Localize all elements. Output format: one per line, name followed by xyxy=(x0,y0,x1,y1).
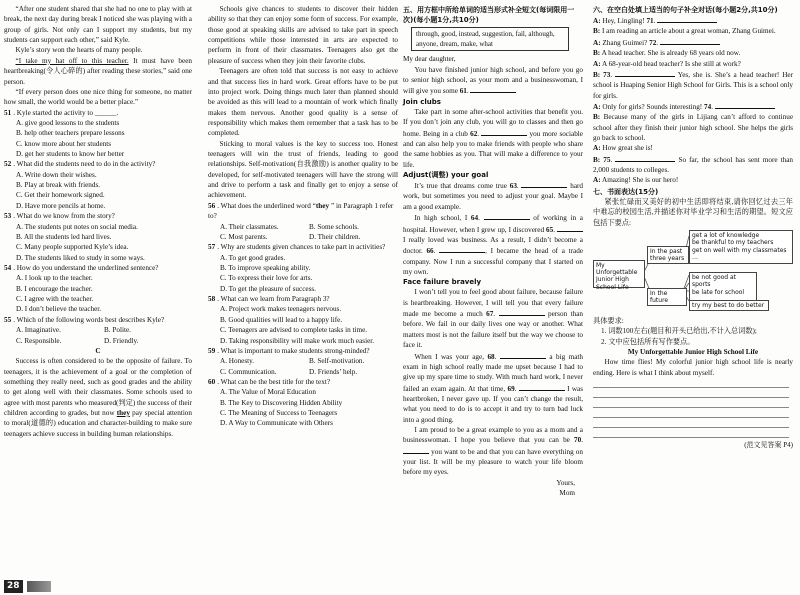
dialogue-line: B: 75. So far, the school has sent more than 2,000 students to colleges. xyxy=(593,155,793,175)
option[interactable]: A. Honesty. xyxy=(220,357,255,366)
writing-line[interactable] xyxy=(593,378,789,388)
requirement: 2. 文中应包括所有写作要点。 xyxy=(601,337,695,346)
section-c-heading: C xyxy=(95,346,101,355)
column-1 xyxy=(4,4,192,439)
answer-blank[interactable] xyxy=(484,212,530,220)
option[interactable]: C. Get their homework signed. xyxy=(16,191,105,200)
paragraph: “I take my hat off to this teacher. It must have been heartbreaking(令人心碎的) after reading these stories,” said one person. xyxy=(4,56,192,86)
option[interactable]: D. I don’t believe the teacher. xyxy=(16,305,102,314)
requirements-label: 具体要求: xyxy=(593,316,624,325)
option[interactable]: B. help other teachers prepare lessons xyxy=(16,129,125,138)
option[interactable]: D. To get the pleasure of success. xyxy=(220,284,316,293)
essay-start: How time flies! My colorful junior high school life is nearly ending. Here is what I think about myself. xyxy=(593,358,793,377)
section-7-heading: 七、书面表达(15分) xyxy=(593,187,659,196)
paragraph: Schools give chances to students to discover their hidden ability so that they can enjoy some form of success. For example, those good at speaking skills are advised to take part in speech competitions while those interested in arts are expected to perform in front of their classmates. Teenagers also get the pleasure of success when they join their favorite clubs. xyxy=(208,5,398,65)
dialogue-line: A: A 68-year-old head teacher? Is she still at work? xyxy=(593,59,741,68)
answer-blank[interactable] xyxy=(557,224,583,232)
option[interactable]: B. Good qualities will lead to a happy life. xyxy=(220,315,343,324)
option[interactable]: B. Some schools. xyxy=(309,222,359,231)
mind-map-point: try my best to do better xyxy=(689,300,769,311)
option[interactable]: C. To express their love for arts. xyxy=(220,274,313,283)
option-row xyxy=(208,222,398,232)
question-57: 57 . Why are students given chances to take part in activities? xyxy=(208,243,386,252)
dialogue-line: B: Because many of the girls in Lijiang can’t afford to continue school after they finish their junior high school. She helps the girls go back to school. xyxy=(593,113,794,143)
dialogue-line: A: Zhang Guimei? 72. xyxy=(593,37,793,48)
dialogue-line: B: 73. Yes, she is. She’s a head teacher! Her school is Huaping Senior High School for Girls. This is a school only for girls. xyxy=(593,70,794,100)
question-56: 56 . What does the underlined word “they ” in Paragraph 1 refer to? xyxy=(208,201,394,221)
answer-blank[interactable] xyxy=(615,154,675,162)
option[interactable]: A. To get good grades. xyxy=(220,253,286,262)
option[interactable]: A. Imaginative. xyxy=(16,326,61,335)
dialogue-line: A: Only for girls? Sounds interesting! 74. xyxy=(593,101,793,112)
answer-blank[interactable] xyxy=(519,383,565,391)
dialogue xyxy=(593,15,793,186)
option[interactable]: C. Communication. xyxy=(220,367,277,376)
paragraph: “If every person does one nice thing for someone, no matter how small, the world would be a better place.” xyxy=(4,87,192,107)
option[interactable]: C. Many people supported Kyle’s idea. xyxy=(16,243,129,252)
essay-title: My Unforgettable Junior High School Life xyxy=(627,348,759,357)
option[interactable]: D. Have more pencils at home. xyxy=(16,201,106,210)
question-54: 54 . How do you understand the underlined sentence? xyxy=(4,263,159,272)
mind-map-points: get a lot of knowledge be thankful to my teachers get on well with my classmates … xyxy=(689,230,793,264)
column-2 xyxy=(208,4,398,429)
option[interactable]: D. Friends’ help. xyxy=(309,367,358,376)
option[interactable]: A. Their classmates. xyxy=(220,222,279,231)
answer-blank[interactable] xyxy=(481,128,527,136)
writing-line[interactable] xyxy=(593,428,789,438)
option[interactable]: D. The students liked to study in some ways. xyxy=(16,253,145,262)
answer-blank[interactable] xyxy=(403,446,429,454)
dialogue-line: A: Amazing! She is our hero! xyxy=(593,176,679,185)
column-3 xyxy=(403,4,583,499)
answer-blank[interactable] xyxy=(660,37,720,45)
option-row xyxy=(208,356,398,366)
option[interactable]: A. give good lessons to the students xyxy=(16,118,120,127)
paragraph: It’s true that dreams come true 63. hard work, but sometimes you need to adjust your goal. Maybe I am a good example. xyxy=(403,182,583,211)
mind-map-branch: In the past three years xyxy=(647,246,689,264)
question-60: 60 . What can be the best title for the text? xyxy=(208,377,331,386)
publisher-logo-icon xyxy=(27,581,51,592)
option-row xyxy=(4,336,192,346)
answer-reference: (范文见答案 P4) xyxy=(744,441,793,450)
answer-blank[interactable] xyxy=(615,69,675,77)
paragraph: I am proud to be a great example to you as a mom and a businesswoman. I hope you believe that you can be 70. you want to be and that you can have everything on your list. It will be my pleasure to watch your life bloom before my eyes. xyxy=(403,426,583,477)
option[interactable]: B. Polite. xyxy=(104,326,131,335)
page-number: 28 xyxy=(4,580,23,593)
option[interactable]: B. To improve speaking ability. xyxy=(220,263,311,272)
paragraph: “After one student shared that she had no one to play with at break, the next day during break I noticed she was playing with a group of girls. Not only can I support my students, but my students can support each other,” said Kyle. xyxy=(4,5,192,45)
writing-line[interactable] xyxy=(593,398,789,408)
answer-blank[interactable] xyxy=(500,351,546,359)
option[interactable]: B. All the students led hard lives. xyxy=(16,232,112,241)
answer-blank[interactable] xyxy=(499,308,545,316)
question-59: 59 . What is important to make students strong-minded? xyxy=(208,346,370,355)
word-box: through, good, instead, suggestion, fail, although, anyone, dream, make, what xyxy=(411,27,569,51)
question-58: 58 . What can we learn from Paragraph 3? xyxy=(208,295,330,304)
option[interactable]: D. get her students to know her better xyxy=(16,150,125,159)
option[interactable]: C. Most parents. xyxy=(220,232,268,241)
underlined-word: they xyxy=(116,409,130,418)
writing-line[interactable] xyxy=(593,418,789,428)
option[interactable]: A. The Value of Moral Education xyxy=(220,388,316,397)
question-52: 52 . What did the students need to do in the activity? xyxy=(4,160,156,169)
dialogue-line: A: How great she is! xyxy=(593,144,653,153)
dialogue-line: A: Hey, Lingling! 71. xyxy=(593,15,793,26)
option-row xyxy=(208,232,398,242)
writing-line[interactable] xyxy=(593,388,789,398)
paragraph: When I was your age, 68. a big math exam in high school really made me upset because I had to give up my spare time to study. With much hard work, I never failed an exam again. At that time, 69. I was heartbroken, I never gave up. If you can’t change the result, what you need to do is to accept it and try to turn bad luck into a good thing. xyxy=(403,352,583,424)
paragraph: I won’t tell you to feel good about failure, because failure is heartbreaking. However, I will tell you that every failure made me become a much 67. person than before. We fail in our daily lives one way or another. What matters most is not the failure itself but the way we choose to face it. xyxy=(403,288,583,350)
option[interactable]: A. Write down their wishes. xyxy=(16,170,97,179)
answer-blank[interactable] xyxy=(715,101,775,109)
paragraph: Teenagers are often told that success is not easy to achieve and that success lies in hard work. Great efforts have to be put into project work. Doing things much later than planned should be avoided as this will lead to a mountain of work which finally makes them nervous. Another good quality is a sense of responsibility which makes them remember that a task has to be completed. xyxy=(208,67,398,138)
answer-blank[interactable] xyxy=(439,245,485,253)
paragraph: In high school, I 64. of working in a hospital. However, when I grew up, I discovered 65. I really loved was business. As a result, I didn’t become a doctor. 66. , I became the head of a trade company. Now I run a successful company that I started on my own. xyxy=(403,214,584,276)
section-6-heading: 六、在空白处填上适当的句子补全对话(每小题2分,共10分) xyxy=(593,6,778,14)
signature-closing: Yours, xyxy=(556,478,575,487)
option[interactable]: B. The Key to Discovering Hidden Ability xyxy=(220,398,343,407)
letter-greeting: My dear daughter, xyxy=(403,55,456,64)
requirement: 1. 词数100左右(题目和开头已给出,不计入总词数); xyxy=(601,327,757,336)
option[interactable]: D. Friendly. xyxy=(104,336,139,345)
option[interactable]: D. Their children. xyxy=(309,232,361,241)
option[interactable]: B. I encourage the teacher. xyxy=(16,284,93,293)
option[interactable]: C. know more about her students xyxy=(16,139,112,148)
writing-prompt: 紧张忙碌而又美好的初中生活即将结束,请你回忆过去三年中难忘的校园生活,并描述你对毕业学习和生活的期望。短文应包括下要点: xyxy=(593,197,793,227)
paragraph: Sticking to moral values is the key to success too. Honest teenagers will win the trust of friends, leading to good relationships. Self-motivation(自我激励) is another quality to be developed, for self-motivated teenagers will have the strong will and drive to perform a task and finally get to enjoy a sense of achievement. xyxy=(208,139,398,200)
option[interactable]: D. Taking responsibility will make work much easier. xyxy=(220,336,375,345)
paragraph: Kyle’s story won the hearts of many people. xyxy=(15,46,143,55)
question-53: 53 . What do we know from the story? xyxy=(4,212,115,221)
option[interactable]: B. Play at break with friends. xyxy=(16,181,101,190)
section-5-heading: 五、用方框中所给单词的适当形式补全短文(每词限用一次)(每小题1分,共10分) xyxy=(403,6,575,25)
option[interactable]: B. Self-motivation. xyxy=(309,357,365,366)
column-4 xyxy=(593,4,793,450)
mind-map-center: My Unforgettable Junior High School Life xyxy=(593,260,645,288)
subheading: Face failure bravely xyxy=(403,278,482,287)
subheading: Join clubs xyxy=(403,97,441,106)
option[interactable]: D. A Way to Communicate with Others xyxy=(220,419,333,428)
paragraph: Success is often considered to be the opposite of failure. To teenagers, it is the achievement of a goal or the completion of something they really need, such as good grades and the ability to get along well with their classmates. Some schools used to agree with most parents who measured(判定) the success of their children according to grades, but now they pay special attention to moral(道德的) education and character-building to make sure teenagers achieve success in building human relationships. xyxy=(4,357,192,438)
signature-name: Mom xyxy=(559,489,575,498)
answer-blank[interactable] xyxy=(521,180,567,188)
page-footer xyxy=(4,580,51,593)
mind-map xyxy=(593,230,793,314)
dialogue-line: B: I am reading an article about a great woman, Zhang Guimei. xyxy=(593,27,776,36)
answer-blank[interactable] xyxy=(657,15,717,23)
paragraph: Take part in some after-school activities that benefit you. If you don’t join any club, you will go to classes and then go home. Being in a club 62. you more sociable and can also help you to make friends with people who share the same hobbies as you. That will make a difference to your life. xyxy=(403,107,583,169)
option-row xyxy=(4,325,192,335)
option[interactable]: C. Responsible. xyxy=(16,336,62,345)
question-51: 51 . Kyle started the activity to ______. xyxy=(4,108,119,117)
option[interactable]: A. The students put notes on social media. xyxy=(16,222,138,231)
option-row xyxy=(208,367,398,377)
paragraph: You have finished junior high school, and before you go to senior high school, as your mom and a businesswoman, I will give you some 61. xyxy=(403,65,583,96)
underlined-sentence: “I take my hat off to this teacher. xyxy=(15,56,129,65)
writing-line[interactable] xyxy=(593,408,789,418)
subheading: Adjust(调整) your goal xyxy=(403,170,489,179)
option[interactable]: A. I look up to the teacher. xyxy=(16,274,93,283)
mind-map-branch: In the future xyxy=(647,288,687,306)
option[interactable]: A. Project work makes teenagers nervous. xyxy=(220,305,342,314)
answer-blank[interactable] xyxy=(470,85,516,93)
option[interactable]: C. The Meaning of Success to Teenagers xyxy=(220,409,338,418)
mind-map-points: be not good at sports be late for school xyxy=(689,272,757,306)
option[interactable]: C. Teenagers are advised to complete tasks in time. xyxy=(220,326,368,335)
option[interactable]: C. I agree with the teacher. xyxy=(16,295,94,304)
dialogue-line: B: A head teacher. She is already 68 years old now. xyxy=(593,49,741,58)
question-55: 55 . Which of the following words best describes Kyle? xyxy=(4,315,165,324)
